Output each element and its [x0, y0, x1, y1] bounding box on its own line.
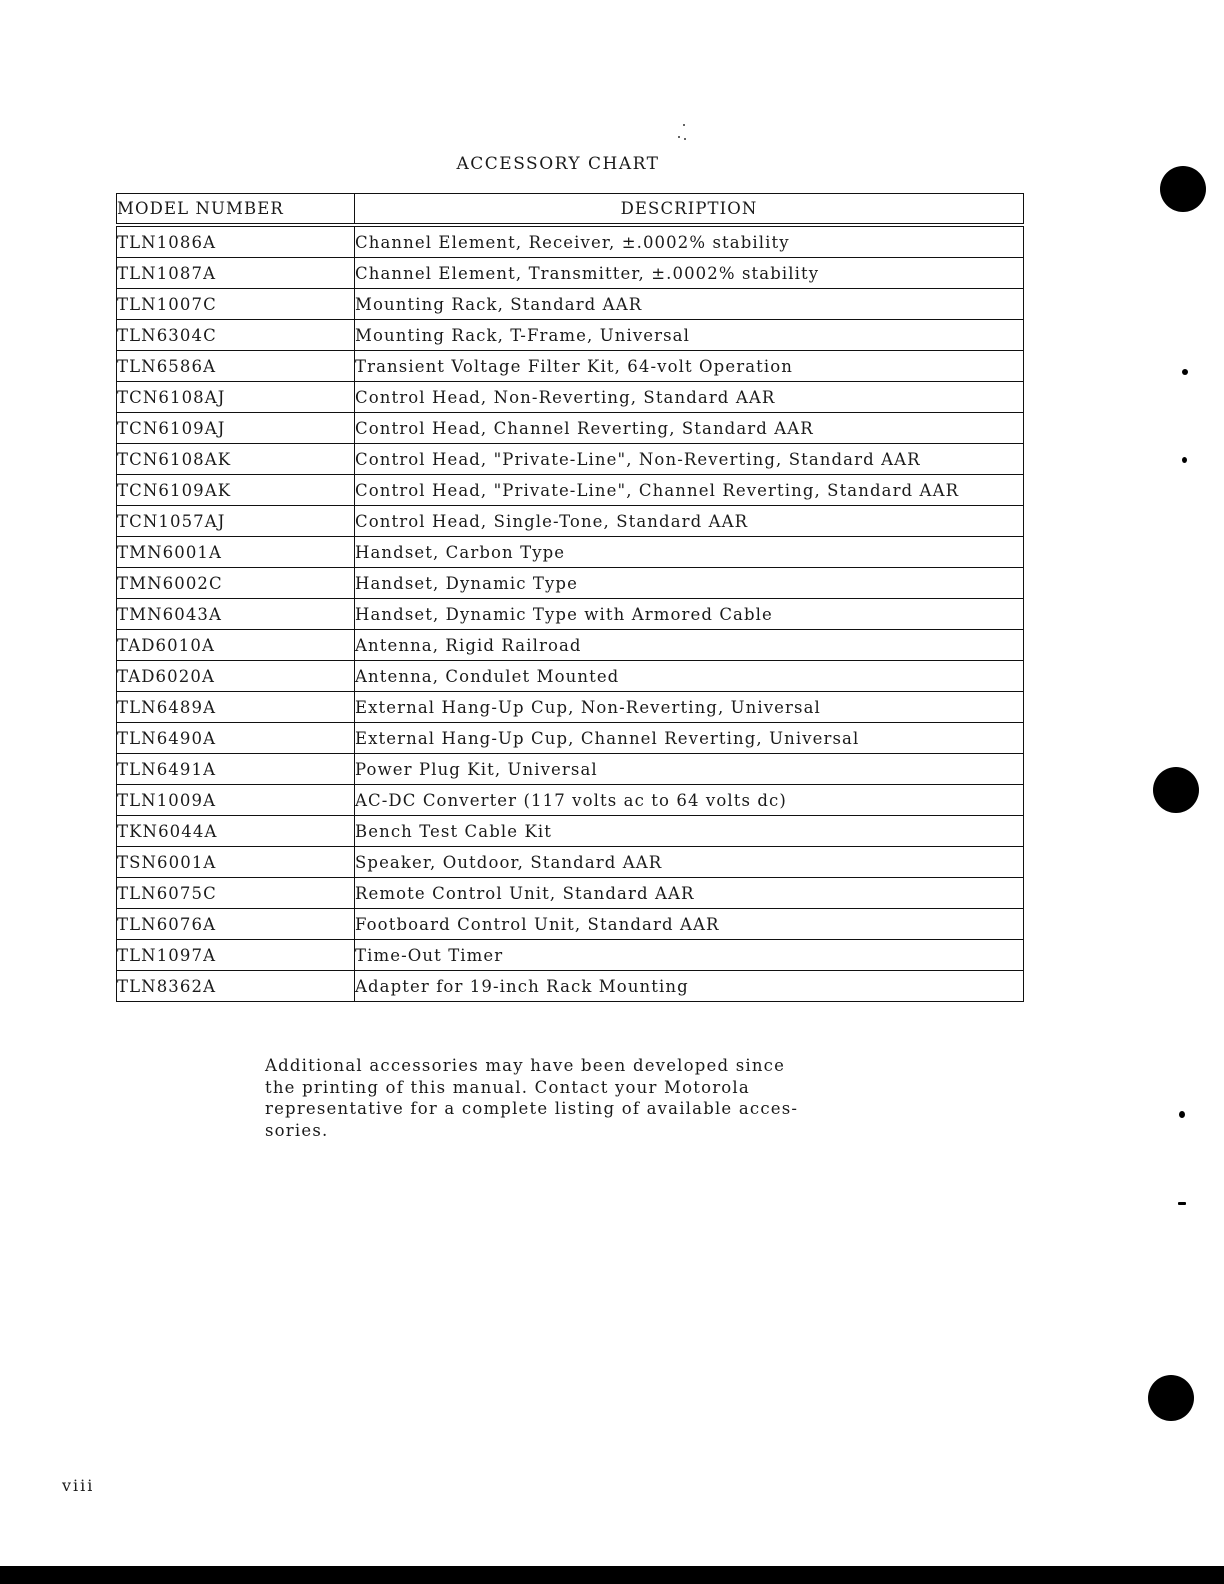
table-row: [117, 754, 1024, 785]
table-row: [117, 289, 1024, 320]
description-cell: Adapter for 19-inch Rack Mounting: [355, 971, 1024, 1002]
table-row: [117, 971, 1024, 1002]
table-row: [117, 599, 1024, 630]
model-number-cell: TKN6044A: [117, 816, 355, 847]
description-cell: Channel Element, Receiver, ±.0002% stability: [355, 225, 1024, 258]
description-cell: Handset, Carbon Type: [355, 537, 1024, 568]
description-cell: Control Head, Single-Tone, Standard AAR: [355, 506, 1024, 537]
description-cell: Control Head, Non-Reverting, Standard AAR: [355, 382, 1024, 413]
scan-speck: [683, 124, 685, 126]
table-row: [117, 568, 1024, 599]
model-number-cell: TAD6020A: [117, 661, 355, 692]
scan-mark: [1182, 369, 1188, 375]
accessory-table: [116, 193, 1024, 1002]
table-row: [117, 816, 1024, 847]
model-number-cell: TMN6043A: [117, 599, 355, 630]
description-cell: Mounting Rack, T-Frame, Universal: [355, 320, 1024, 351]
model-number-cell: TCN6108AK: [117, 444, 355, 475]
scan-mark: [1179, 1111, 1185, 1118]
model-number-cell: TMN6002C: [117, 568, 355, 599]
description-cell: Bench Test Cable Kit: [355, 816, 1024, 847]
model-number-cell: TLN6304C: [117, 320, 355, 351]
punch-hole: [1153, 767, 1199, 813]
table-row: [117, 258, 1024, 289]
description-cell: Antenna, Rigid Railroad: [355, 630, 1024, 661]
description-cell: Remote Control Unit, Standard AAR: [355, 878, 1024, 909]
model-number-cell: TMN6001A: [117, 537, 355, 568]
model-number-header: MODEL NUMBER: [117, 194, 355, 226]
table-row: [117, 723, 1024, 754]
model-number-cell: TLN6076A: [117, 909, 355, 940]
description-cell: Mounting Rack, Standard AAR: [355, 289, 1024, 320]
scan-mark: [1182, 457, 1187, 463]
table-row: [117, 692, 1024, 723]
punch-hole: [1148, 1375, 1194, 1421]
additional-accessories-note: [265, 1055, 825, 1141]
table-row: [117, 940, 1024, 971]
table-row: [117, 382, 1024, 413]
table-row: [117, 320, 1024, 351]
note-line: representative for a complete listing of available acces-: [265, 1099, 799, 1118]
description-cell: Control Head, "Private-Line", Non-Reverting, Standard AAR: [355, 444, 1024, 475]
table-row: [117, 225, 1024, 258]
description-cell: Control Head, Channel Reverting, Standard AAR: [355, 413, 1024, 444]
table-header-row: [117, 194, 1024, 226]
model-number-cell: TCN6109AK: [117, 475, 355, 506]
scan-speck: [678, 136, 680, 138]
table-row: [117, 537, 1024, 568]
model-number-cell: TCN1057AJ: [117, 506, 355, 537]
note-line: Additional accessories may have been developed since: [265, 1056, 786, 1075]
table-row: [117, 444, 1024, 475]
model-number-cell: TLN1097A: [117, 940, 355, 971]
note-line: the printing of this manual. Contact your Motorola: [265, 1077, 750, 1097]
description-cell: External Hang-Up Cup, Non-Reverting, Universal: [355, 692, 1024, 723]
description-cell: Transient Voltage Filter Kit, 64-volt Operation: [355, 351, 1024, 382]
table-row: [117, 413, 1024, 444]
model-number-cell: TLN6490A: [117, 723, 355, 754]
description-cell: Antenna, Condulet Mounted: [355, 661, 1024, 692]
scan-bottom-edge: [0, 1566, 1224, 1584]
table-row: [117, 909, 1024, 940]
description-cell: Footboard Control Unit, Standard AAR: [355, 909, 1024, 940]
model-number-cell: TLN6586A: [117, 351, 355, 382]
table-row: [117, 661, 1024, 692]
model-number-cell: TAD6010A: [117, 630, 355, 661]
table-row: [117, 351, 1024, 382]
description-cell: AC-DC Converter (117 volts ac to 64 volts dc): [355, 785, 1024, 816]
description-cell: Channel Element, Transmitter, ±.0002% stability: [355, 258, 1024, 289]
table-row: [117, 475, 1024, 506]
model-number-cell: TLN1007C: [117, 289, 355, 320]
description-cell: Power Plug Kit, Universal: [355, 754, 1024, 785]
description-header: DESCRIPTION: [355, 194, 1024, 226]
model-number-cell: TLN6491A: [117, 754, 355, 785]
page-number: viii: [62, 1476, 95, 1495]
model-number-cell: TCN6109AJ: [117, 413, 355, 444]
description-cell: Handset, Dynamic Type with Armored Cable: [355, 599, 1024, 630]
table-row: [117, 878, 1024, 909]
scan-mark: [1178, 1202, 1186, 1205]
table-row: [117, 847, 1024, 878]
chart-title: ACCESSORY CHART: [456, 154, 660, 174]
punch-hole: [1160, 166, 1206, 212]
model-number-cell: TLN1086A: [117, 225, 355, 258]
model-number-cell: TLN1087A: [117, 258, 355, 289]
model-number-cell: TSN6001A: [117, 847, 355, 878]
model-number-cell: TLN6075C: [117, 878, 355, 909]
note-line: sories.: [265, 1120, 329, 1140]
model-number-cell: TCN6108AJ: [117, 382, 355, 413]
model-number-cell: TLN8362A: [117, 971, 355, 1002]
model-number-cell: TLN6489A: [117, 692, 355, 723]
table-row: [117, 506, 1024, 537]
description-cell: Handset, Dynamic Type: [355, 568, 1024, 599]
table-body: [117, 225, 1024, 1002]
model-number-cell: TLN1009A: [117, 785, 355, 816]
description-cell: Speaker, Outdoor, Standard AAR: [355, 847, 1024, 878]
description-cell: External Hang-Up Cup, Channel Reverting, Universal: [355, 723, 1024, 754]
description-cell: Time-Out Timer: [355, 940, 1024, 971]
scan-speck: [684, 138, 686, 140]
description-cell: Control Head, "Private-Line", Channel Reverting, Standard AAR: [355, 475, 1024, 506]
table-row: [117, 785, 1024, 816]
table-row: [117, 630, 1024, 661]
